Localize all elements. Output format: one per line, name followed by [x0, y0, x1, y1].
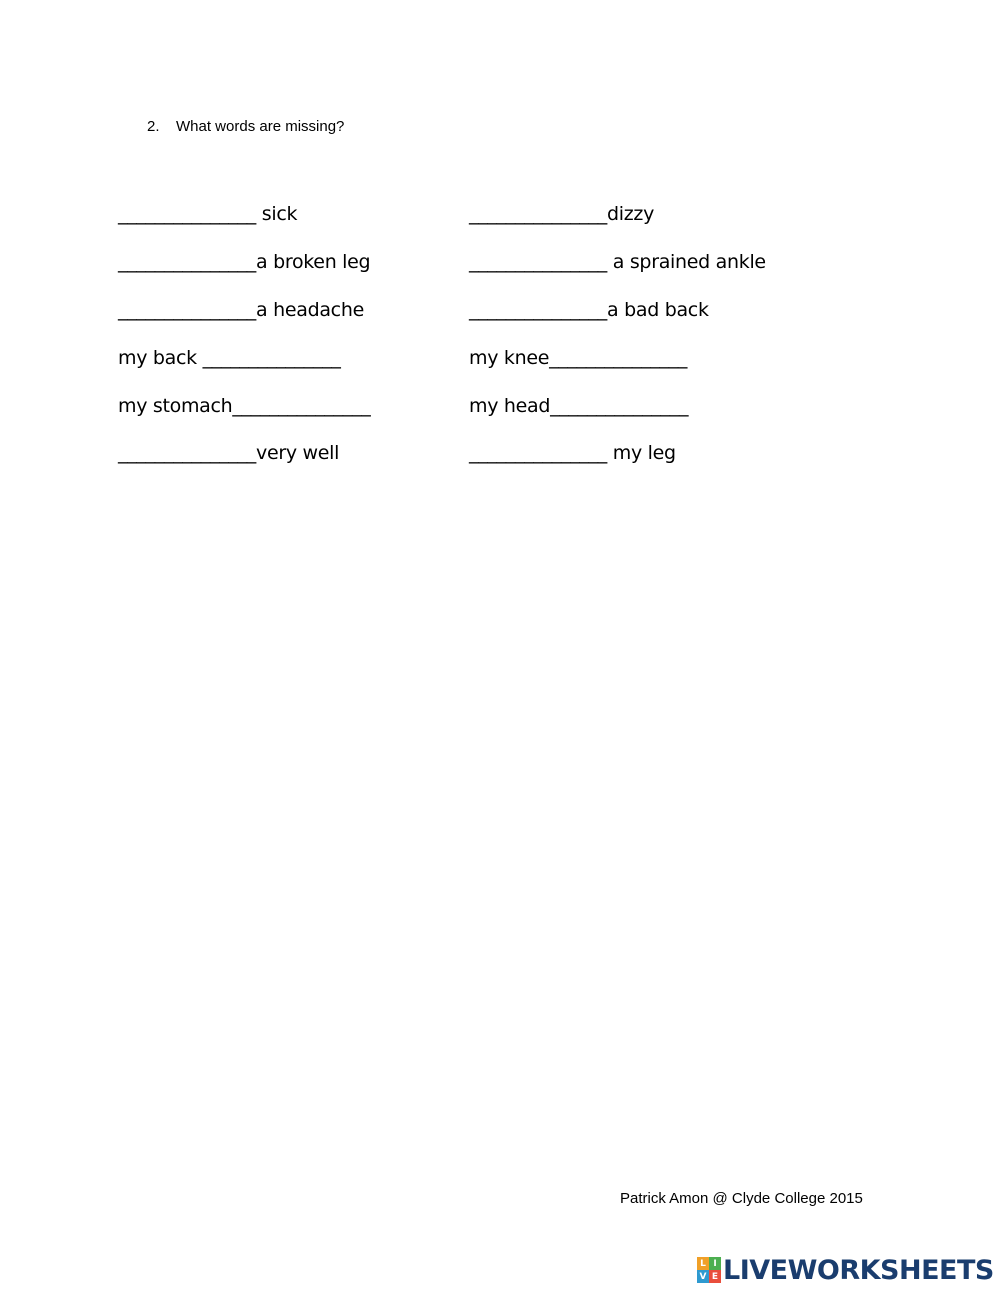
- liveworksheets-logo-icon: [697, 1257, 721, 1283]
- exercise-item-broken-leg: [118, 247, 370, 277]
- exercise-row: [118, 343, 878, 373]
- exercise-item-my-stomach: [118, 391, 370, 421]
- exercise-row: [118, 391, 878, 421]
- answer-blank[interactable]: _______________: [118, 203, 257, 225]
- brand-wordmark: LIVEWORKSHEETS: [723, 1254, 994, 1286]
- exercise-item-sick: [118, 199, 297, 229]
- question-heading: [147, 116, 344, 138]
- exercise-row: [118, 247, 878, 277]
- exercise-row: [118, 438, 878, 468]
- exercise-item-bad-back: [469, 295, 709, 325]
- answer-blank[interactable]: _______________: [118, 251, 257, 273]
- answer-blank[interactable]: _______________: [549, 347, 688, 369]
- exercise-row: [118, 295, 878, 325]
- item-prefix: my head: [469, 395, 551, 417]
- item-suffix: a broken leg: [256, 251, 371, 273]
- answer-blank[interactable]: _______________: [469, 299, 608, 321]
- exercise-item-my-back: [118, 343, 341, 373]
- answer-blank[interactable]: _______________: [469, 203, 608, 225]
- item-suffix: a headache: [256, 299, 364, 321]
- item-suffix: my leg: [607, 442, 676, 464]
- answer-blank[interactable]: _______________: [118, 442, 257, 464]
- logo-letter-e: E: [709, 1270, 721, 1283]
- question-number: 2.: [147, 118, 160, 135]
- logo-letter-l: L: [697, 1257, 709, 1270]
- exercise-row: [118, 199, 878, 229]
- footer-credit: Patrick Amon @ Clyde College 2015: [620, 1190, 863, 1207]
- answer-blank[interactable]: _______________: [469, 442, 608, 464]
- answer-blank[interactable]: _______________: [550, 395, 689, 417]
- item-prefix: my knee: [469, 347, 550, 369]
- item-prefix: my stomach: [118, 395, 233, 417]
- logo-letter-v: V: [697, 1270, 709, 1283]
- exercise-item-my-leg: [469, 438, 676, 468]
- item-suffix: dizzy: [607, 203, 655, 225]
- logo-letter-i: I: [709, 1257, 721, 1270]
- item-prefix: my back: [118, 347, 203, 369]
- exercise-item-my-head: [469, 391, 688, 421]
- answer-blank[interactable]: _______________: [232, 395, 371, 417]
- item-suffix: a bad back: [607, 299, 709, 321]
- exercise-item-my-knee: [469, 343, 687, 373]
- answer-blank[interactable]: _______________: [118, 299, 257, 321]
- answer-blank[interactable]: _______________: [202, 347, 341, 369]
- exercise-item-very-well: [118, 438, 339, 468]
- exercise-item-headache: [118, 295, 364, 325]
- question-text: What words are missing?: [176, 118, 345, 135]
- exercise-item-dizzy: [469, 199, 654, 229]
- item-suffix: very well: [256, 442, 340, 464]
- exercise-item-sprained-ankle: [469, 247, 766, 277]
- liveworksheets-brand[interactable]: [697, 1252, 994, 1288]
- item-suffix: sick: [256, 203, 298, 225]
- item-suffix: a sprained ankle: [607, 251, 766, 273]
- answer-blank[interactable]: _______________: [469, 251, 608, 273]
